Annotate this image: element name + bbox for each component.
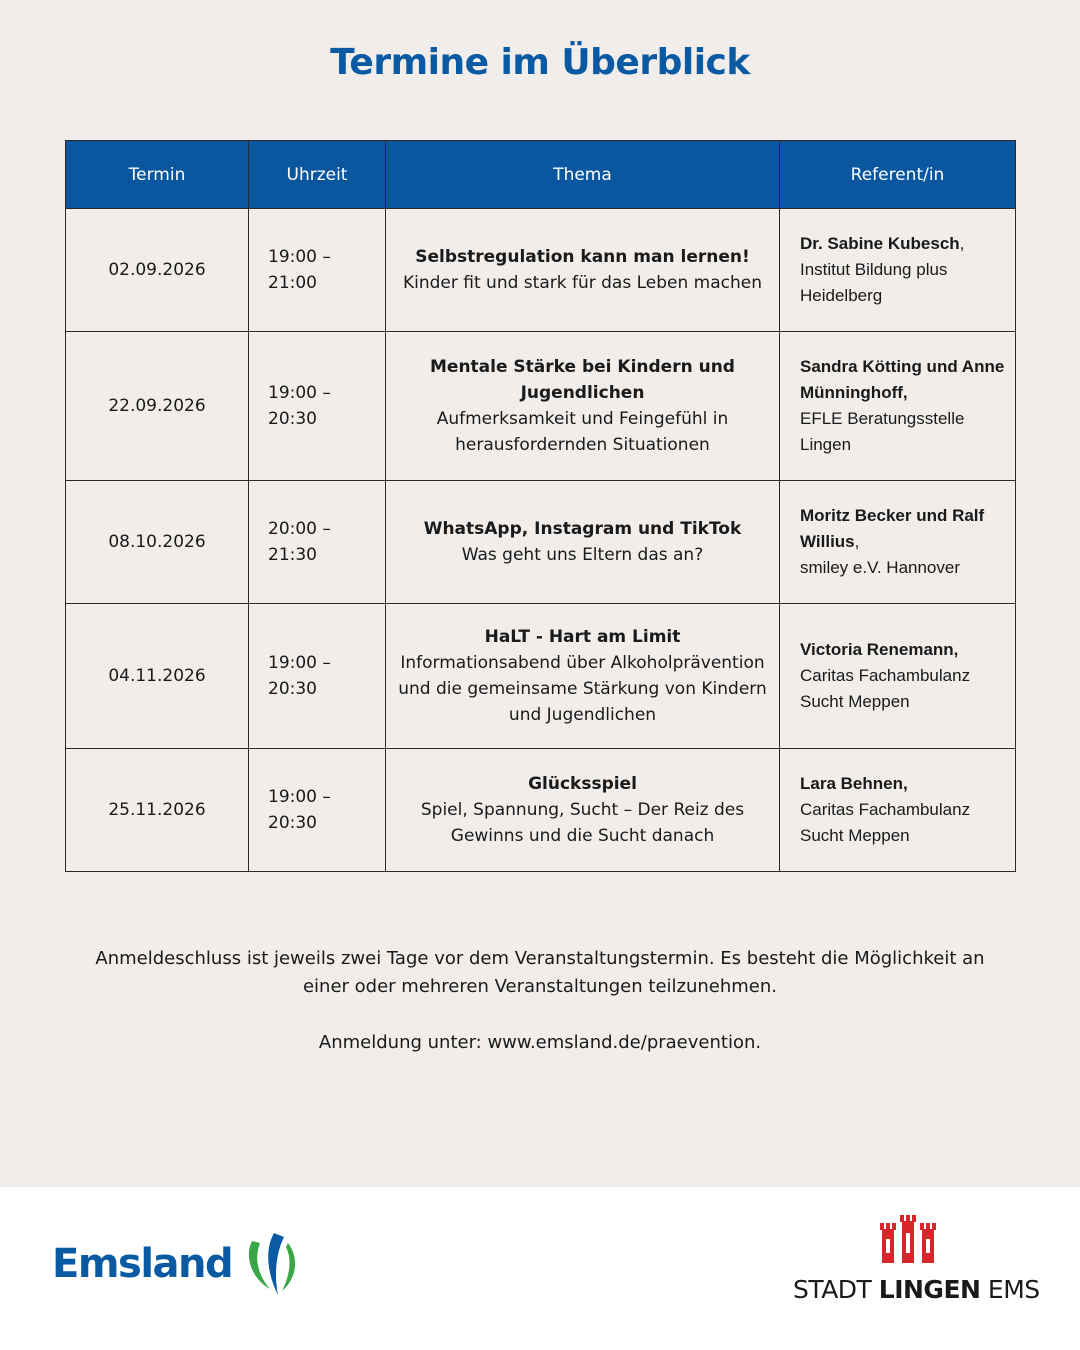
time-end: 20:30	[268, 679, 317, 699]
date-cell: 22.09.2026	[66, 332, 249, 481]
emsland-logo-text: Emsland	[52, 1241, 233, 1287]
topic-title: Selbstregulation kann man lernen!	[415, 247, 750, 267]
time-end: 20:30	[268, 813, 317, 833]
time-cell	[249, 749, 386, 872]
table-header-row	[66, 141, 1016, 209]
topic-subtitle: Kinder fit und stark für das Leben machen	[402, 273, 762, 293]
stadt-lingen-logo-text	[793, 1275, 1040, 1304]
speaker-separator: ,	[959, 234, 965, 253]
speaker-name: Dr. Sabine Kubesch	[800, 234, 960, 253]
table-row	[66, 604, 1016, 749]
time-start: 19:00 –	[268, 383, 331, 403]
topic-title: Glücksspiel	[528, 774, 637, 794]
time-cell	[249, 209, 386, 332]
time-end: 21:00	[268, 273, 317, 293]
speaker-cell	[780, 209, 1016, 332]
speaker-name: Lara Behnen,	[800, 774, 908, 793]
topic-title: WhatsApp, Instagram und TikTok	[423, 519, 742, 539]
topic-subtitle: Spiel, Spannung, Sucht – Der Reiz des Gewinns und die Sucht danach	[420, 800, 745, 846]
stadt-lingen-logo	[793, 1215, 1040, 1315]
column-header-date: Termin	[66, 141, 249, 209]
time-end: 21:30	[268, 545, 317, 565]
topic-cell	[386, 481, 780, 604]
lingen-logo-bold: LINGEN	[878, 1275, 981, 1304]
registration-link-text: Anmeldung unter: www.emsland.de/praevention.	[318, 1032, 762, 1053]
time-cell	[249, 481, 386, 604]
speaker-separator: ,	[854, 532, 860, 551]
time-start: 19:00 –	[268, 247, 331, 267]
topic-cell	[386, 604, 780, 749]
speaker-cell	[780, 332, 1016, 481]
footer	[0, 1187, 1080, 1350]
lingen-logo-suffix: EMS	[980, 1275, 1040, 1304]
speaker-name: Moritz Becker und Ralf Willius	[800, 506, 985, 551]
topic-subtitle: Informationsabend über Alkoholprävention und die gemeinsame Stärkung von Kindern und Jugendlichen	[398, 653, 767, 725]
time-cell	[249, 332, 386, 481]
table-row	[66, 749, 1016, 872]
speaker-cell	[780, 604, 1016, 749]
castle-crest-icon	[878, 1215, 938, 1267]
time-start: 19:00 –	[268, 653, 331, 673]
speaker-name: Sandra Kötting und Anne Münninghoff,	[800, 357, 1005, 402]
date-cell: 04.11.2026	[66, 604, 249, 749]
topic-title: Mentale Stärke bei Kindern und Jugendlichen	[430, 357, 735, 403]
lingen-logo-prefix: STADT	[793, 1275, 879, 1304]
page-title: Termine im Überblick	[330, 42, 750, 83]
table-row	[66, 209, 1016, 332]
topic-cell	[386, 332, 780, 481]
speaker-cell	[780, 481, 1016, 604]
column-header-speaker: Referent/in	[780, 141, 1016, 209]
table-row	[66, 332, 1016, 481]
time-cell	[249, 604, 386, 749]
topic-cell	[386, 209, 780, 332]
date-cell: 08.10.2026	[66, 481, 249, 604]
date-cell: 02.09.2026	[66, 209, 249, 332]
speaker-organization: Institut Bildung plus Heidelberg	[800, 260, 948, 305]
column-header-topic: Thema	[386, 141, 780, 209]
emsland-logo	[52, 1229, 300, 1299]
schedule-table	[65, 140, 1016, 872]
date-cell: 25.11.2026	[66, 749, 249, 872]
topic-title: HaLT - Hart am Limit	[484, 627, 681, 647]
topic-cell	[386, 749, 780, 872]
speaker-name: Victoria Renemann,	[800, 640, 959, 659]
speaker-organization: EFLE Beratungsstelle Lingen	[800, 409, 965, 454]
table-row	[66, 481, 1016, 604]
registration-deadline-note: Anmeldeschluss ist jeweils zwei Tage vor dem Veranstaltungstermin. Es besteht die Möglichkeit an einer oder mehreren Veranstaltungen teilzunehmen.	[95, 948, 985, 997]
emsland-leaf-icon	[244, 1231, 300, 1297]
time-end: 20:30	[268, 409, 317, 429]
column-header-time: Uhrzeit	[249, 141, 386, 209]
speaker-cell	[780, 749, 1016, 872]
speaker-organization: Caritas Fachambulanz Sucht Meppen	[800, 800, 971, 845]
speaker-organization: smiley e.V. Hannover	[800, 558, 961, 577]
speaker-organization: Caritas Fachambulanz Sucht Meppen	[800, 666, 971, 711]
topic-subtitle: Aufmerksamkeit und Feingefühl in herausfordernden Situationen	[436, 409, 729, 455]
time-start: 20:00 –	[268, 519, 331, 539]
time-start: 19:00 –	[268, 787, 331, 807]
topic-subtitle: Was geht uns Eltern das an?	[461, 545, 704, 565]
